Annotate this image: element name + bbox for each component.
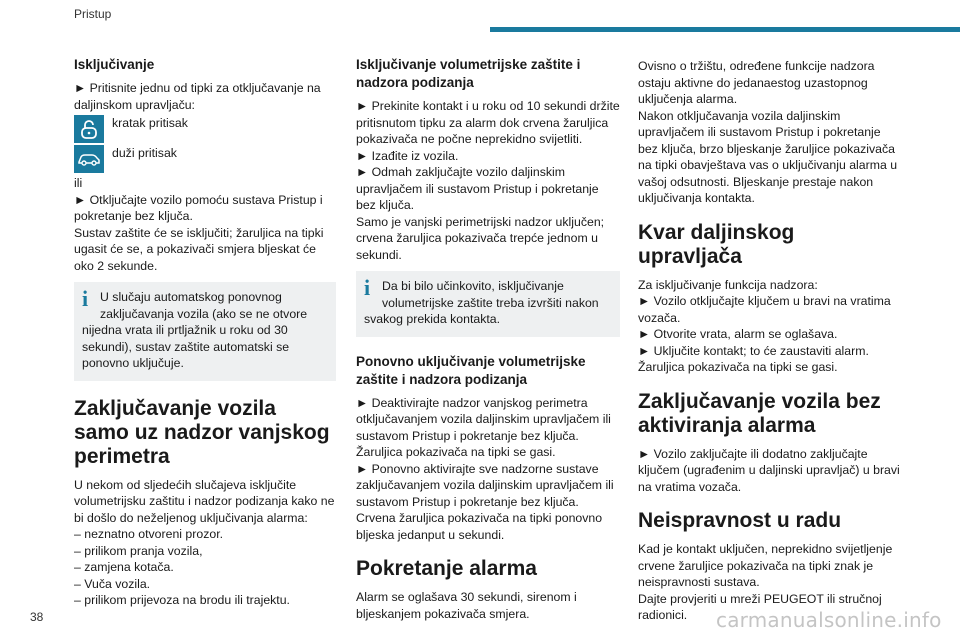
paragraph: Kad je kontakt uključen, neprekidno svijetljenje crvene žaruljice pokazivača na tipki znak je neispravnosti sustava.	[638, 542, 893, 589]
heading-unlocking: Isključivanje	[74, 57, 155, 72]
paragraph: ► Pritisnite jednu od tipki za otključavanje na daljinskom upravljaču:	[74, 81, 321, 112]
paragraph: Samo je vanjski perimetrijski nadzor uključen; crvena žaruljica pokazivača trepće jednom u sekundi.	[356, 214, 605, 262]
paragraph: Žaruljica pokazivača na tipki se gasi.	[638, 360, 838, 374]
paragraph: Ovisno o tržištu, određene funkcije nadzora ostaju aktivne do jedanaestog uzastopnog uključenja alarma.	[638, 59, 875, 106]
column-1	[74, 50, 336, 609]
paragraph: ili	[74, 176, 83, 190]
page-number: 38	[30, 610, 44, 624]
list-item: – zamjena kotača.	[74, 560, 174, 574]
header-accent-bar	[490, 27, 960, 32]
info-note	[356, 271, 620, 337]
paragraph: ► Prekinite kontakt i u roku od 10 sekundi držite pritisnutom tipku za alarm dok crvena žaruljica pokazivača ne počne neprekidno svijetliti.	[356, 99, 620, 146]
paragraph: ► Otvorite vrata, alarm se oglašava.	[638, 327, 838, 341]
heading-remote-fault: Kvar daljinskog upravljača	[638, 220, 795, 268]
list-item: – neznatno otvoreni prozor.	[74, 527, 224, 541]
list-item: – prilikom prijevoza na brodu ili trajektu.	[74, 593, 290, 607]
paragraph: U nekom od sljedećih slučajeva isključite volumetrijsku zaštitu i nadzor podizanja kako ne bi došlo do neželjenog uključivanja alarma:	[74, 477, 335, 525]
paragraph: ► Odmah zaključajte vozilo daljinskim upravljačem ili sustavom Pristup i pokretanje bez ključa.	[356, 165, 599, 212]
paragraph: Za isključivanje funkcija nadzora:	[638, 277, 818, 292]
car-icon	[74, 145, 104, 173]
paragraph: Alarm se oglašava 30 sekundi, sirenom i bljeskanjem pokazivača smjera.	[356, 590, 577, 621]
short-press-label: kratak pritisak	[112, 116, 188, 130]
info-icon: i	[82, 286, 89, 311]
heading-alarm-trigger: Pokretanje alarma	[356, 557, 537, 580]
paragraph: Dajte provjeriti u mreži PEUGEOT ili stručnoj radionici.	[638, 591, 882, 622]
column-3	[638, 50, 900, 624]
heading-malfunction: Neispravnost u radu	[638, 509, 842, 532]
paragraph: Crvena žaruljica pokazivača na tipki ponovno bljeska jedanput u sekundi.	[356, 511, 603, 542]
paragraph: ► Izađite iz vozila.	[356, 148, 459, 163]
list-item: – prilikom pranja vozila,	[74, 543, 203, 558]
paragraph: ► Otključajte vozilo pomoću sustava Pristup i pokretanje bez ključa.	[74, 192, 323, 223]
paragraph: Žaruljica pokazivača na tipki se gasi.	[356, 445, 556, 459]
note-text: U slučaju automatskog ponovnog zaključavanja vozila (ako se ne otvore nijedna vrata ili prtljažnik u roku od 30 sekundi), sustav zaštite automatski se ponovno uključuje.	[82, 290, 308, 370]
long-press-label: duži pritisak	[112, 146, 177, 160]
info-icon: i	[364, 275, 371, 300]
paragraph: Sustav zaštite će se isključiti; žaruljica na tipki ugasit će se, a pokazivači smjera bljeskat će oko 2 sekunde.	[74, 225, 324, 273]
paragraph: Nakon otključavanja vozila daljinskim upravljačem ili sustavom Pristup i pokretanje bez ključa, brzo bljeskanje žaruljice pokazivača na tipki obavještava vas o uključivanju alarma u vašoj odsutnosti. Bljeskanje prestaje nakon uključivanja kontakta.	[638, 108, 898, 205]
info-note	[74, 282, 336, 381]
heading-lock-perimeter: Zaključavanje vozila samo uz nadzor vanjskog perimetra	[74, 396, 330, 468]
section-title: Pristup	[74, 7, 112, 21]
paragraph: ► Deaktivirajte nadzor vanjskog perimetra otključavanjem vozila daljinskim upravljačem ili sustavom Pristup i pokretanje bez ključa.	[356, 395, 611, 443]
paragraph: ► Vozilo otključajte ključem u bravi na vratima vozača.	[638, 294, 891, 325]
note-text: Da bi bilo učinkovito, isključivanje volumetrijske zaštite treba izvršiti nakon svakog prekida kontakta.	[364, 279, 599, 326]
heading-lock-no-alarm: Zaključavanje vozila bez aktiviranja alarma	[638, 389, 881, 437]
paragraph: ► Uključite kontakt; to će zaustaviti alarm.	[638, 343, 869, 358]
column-2	[356, 50, 620, 622]
heading-disable-volumetric: Isključivanje volumetrijske zaštite i nadzora podizanja	[356, 57, 581, 90]
heading-reenable-volumetric: Ponovno uključivanje volumetrijske zaštite i nadzora podizanja	[356, 353, 586, 387]
paragraph: ► Vozilo zaključajte ili dodatno zaključajte ključem (ugrađenim u daljinski upravljač) u bravi na vratima vozača.	[638, 446, 900, 494]
long-press-row	[74, 145, 336, 173]
watermark: carmanualsonline.info	[716, 608, 942, 632]
short-press-row	[74, 115, 336, 143]
list-item: – Vuča vozila.	[74, 576, 151, 591]
padlock-open-icon	[74, 115, 104, 143]
paragraph: ► Ponovno aktivirajte sve nadzorne sustave zaključavanjem vozila daljinskim upravljačem ili sustavom Pristup i pokretanje bez ključa.	[356, 461, 614, 509]
